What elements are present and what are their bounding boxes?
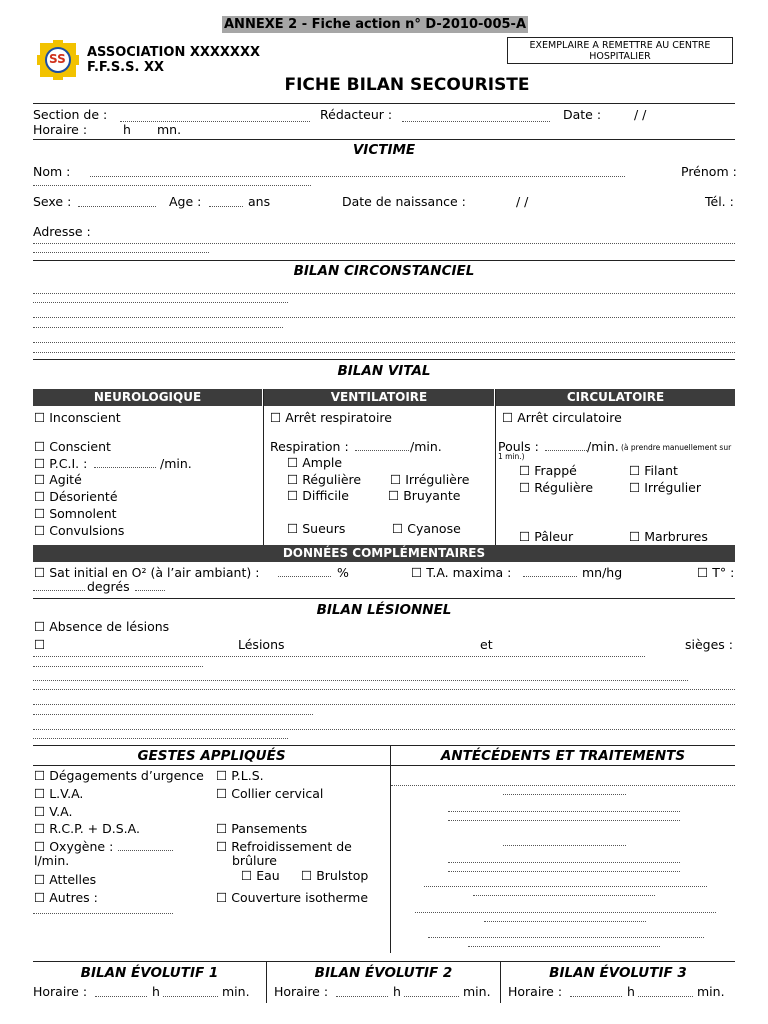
cb-sueurs[interactable]: ☐ Sueurs (287, 521, 345, 536)
evol1-horaire: Horaire : (33, 984, 88, 999)
cb-ample[interactable]: ☐ Ample (287, 455, 342, 470)
evolutif-1-heading: BILAN ÉVOLUTIF 1 (80, 965, 219, 981)
oxygene-unit: l/min. (34, 853, 70, 868)
gestes-heading: GESTES APPLIQUÉS (137, 748, 286, 764)
cb-arret-respiratoire[interactable]: ☐ Arrêt respiratoire (270, 410, 392, 425)
cb-pci[interactable]: ☐ P.C.I. : (34, 456, 87, 471)
cb-reguliere-pouls[interactable]: ☐ Régulière (519, 480, 593, 495)
cb-va[interactable]: ☐ V.A. (34, 804, 72, 819)
tel-label: Tél. : (705, 194, 734, 209)
evolutif-3-heading: BILAN ÉVOLUTIF 3 (549, 965, 687, 981)
evol3-min: min. (697, 984, 725, 999)
cb-inconscient[interactable]: ☐ Inconscient (34, 410, 121, 425)
temp-unit: degrés (87, 579, 130, 594)
victime-heading: VICTIME (352, 142, 416, 158)
cb-degagements[interactable]: ☐ Dégagements d’urgence (34, 768, 204, 783)
evol3-h: h (627, 984, 635, 999)
respiration-label: Respiration : (270, 439, 349, 454)
cb-oxygene[interactable]: ☐ Oxygène : (34, 839, 113, 854)
evol1-h: h (152, 984, 160, 999)
cb-irreguliere[interactable]: ☐ Irrégulière (390, 472, 469, 487)
respiration-unit: /min. (410, 439, 442, 454)
cb-sat[interactable]: ☐ Sat initial en O² (à l’air ambiant) : (34, 565, 259, 580)
cb-frappe[interactable]: ☐ Frappé (519, 463, 577, 478)
adresse-label: Adresse : (33, 224, 91, 239)
lesionnel-heading: BILAN LÉSIONNEL (316, 602, 452, 618)
cb-pansements[interactable]: ☐ Pansements (216, 821, 307, 836)
section-label: Section de : (33, 107, 108, 122)
annexe-banner: ANNEXE 2 - Fiche action n° D-2010-005-A (224, 17, 527, 32)
date-separators: / / (634, 107, 647, 122)
cb-brulstop[interactable]: ☐ Brulstop (301, 868, 368, 883)
pci-unit: /min. (160, 456, 192, 471)
brulure-label: brûlure (232, 853, 277, 868)
evol3-horaire: Horaire : (508, 984, 563, 999)
lesions-sieges: sièges : (685, 637, 733, 652)
pouls-note: (à prendre manuellement sur 1 min.) (498, 443, 732, 461)
cb-difficile[interactable]: ☐ Difficile (287, 488, 349, 503)
date-label: Date : (563, 107, 602, 122)
evol2-min: min. (463, 984, 491, 999)
nom-label: Nom : (33, 164, 71, 179)
cb-bruyante[interactable]: ☐ Bruyante (388, 488, 460, 503)
circu-band: CIRCULATOIRE (496, 389, 735, 406)
evolutif-2-heading: BILAN ÉVOLUTIF 2 (314, 965, 453, 981)
cb-agite[interactable]: ☐ Agité (34, 472, 82, 487)
redacteur-label: Rédacteur : (320, 107, 393, 122)
naissance-label: Date de naissance : (342, 194, 466, 209)
cb-marbrures[interactable]: ☐ Marbrures (629, 529, 708, 544)
lesions-et: et (480, 637, 493, 652)
org-name: ASSOCIATION XXXXXXX (87, 45, 261, 60)
cb-couverture[interactable]: ☐ Couverture isotherme (216, 890, 368, 905)
horaire-h: h (123, 122, 131, 137)
antecedents-heading: ANTÉCÉDENTS ET TRAITEMENTS (440, 748, 686, 764)
cb-irregulier[interactable]: ☐ Irrégulier (629, 480, 701, 495)
vital-heading: BILAN VITAL (337, 363, 431, 379)
circonstanciel-heading: BILAN CIRCONSTANCIEL (293, 263, 475, 279)
cb-ta[interactable]: ☐ T.A. maxima : (411, 565, 511, 580)
evol2-horaire: Horaire : (274, 984, 329, 999)
cb-somnolent[interactable]: ☐ Somnolent (34, 506, 117, 521)
neuro-band: NEUROLOGIQUE (33, 389, 262, 406)
cb-autres[interactable]: ☐ Autres : (34, 890, 98, 905)
venti-band: VENTILATOIRE (264, 389, 494, 406)
sexe-label: Sexe : (33, 194, 72, 209)
lesions-label: Lésions (238, 637, 285, 652)
evol2-h: h (393, 984, 401, 999)
pouls-unit: /min. (587, 439, 619, 454)
cb-lesions[interactable] (34, 637, 49, 652)
exemplaire-box: EXEMPLAIRE A REMETTRE AU CENTRE HOSPITALIER (507, 37, 733, 64)
cb-collier-cervical[interactable]: ☐ Collier cervical (216, 786, 323, 801)
cb-lva[interactable]: ☐ L.V.A. (34, 786, 83, 801)
org-subname: F.F.S.S. XX (87, 60, 164, 75)
evol1-min: min. (222, 984, 250, 999)
sat-pct: % (337, 565, 349, 580)
cb-filant[interactable]: ☐ Filant (629, 463, 678, 478)
horaire-mn: mn. (157, 122, 182, 137)
cb-temperature[interactable]: ☐ T° : (697, 565, 734, 580)
cb-eau[interactable]: ☐ Eau (241, 868, 280, 883)
cb-pls[interactable]: ☐ P.L.S. (216, 768, 264, 783)
age-unit: ans (248, 194, 271, 209)
association-logo (37, 40, 79, 80)
cb-reguliere[interactable]: ☐ Régulière (287, 472, 361, 487)
cb-paleur[interactable]: ☐ Pâleur (519, 529, 573, 544)
logo-lettering: SS (49, 52, 66, 66)
page-title: FICHE BILAN SECOURISTE (284, 75, 530, 95)
pouls-label: Pouls : (498, 439, 539, 454)
prenom-label: Prénom : (681, 164, 737, 179)
cb-arret-circulatoire[interactable]: ☐ Arrêt circulatoire (502, 410, 622, 425)
cb-desoriente[interactable]: ☐ Désorienté (34, 489, 118, 504)
horaire-label: Horaire : (33, 122, 88, 137)
cb-absence-lesions[interactable]: ☐ Absence de lésions (34, 619, 169, 634)
age-label: Age : (169, 194, 202, 209)
naissance-separators: / / (516, 194, 529, 209)
cb-rcp-dsa[interactable]: ☐ R.C.P. + D.S.A. (34, 821, 140, 836)
cb-cyanose[interactable]: ☐ Cyanose (392, 521, 461, 536)
cb-refroidissement[interactable]: ☐ Refroidissement de (216, 839, 352, 854)
cb-attelles[interactable]: ☐ Attelles (34, 872, 96, 887)
cb-convulsions[interactable]: ☐ Convulsions (34, 523, 124, 538)
complement-band: DONNÉES COMPLÉMENTAIRES (33, 545, 735, 562)
ta-unit: mn/hg (582, 565, 623, 580)
cb-conscient[interactable]: ☐ Conscient (34, 439, 111, 454)
